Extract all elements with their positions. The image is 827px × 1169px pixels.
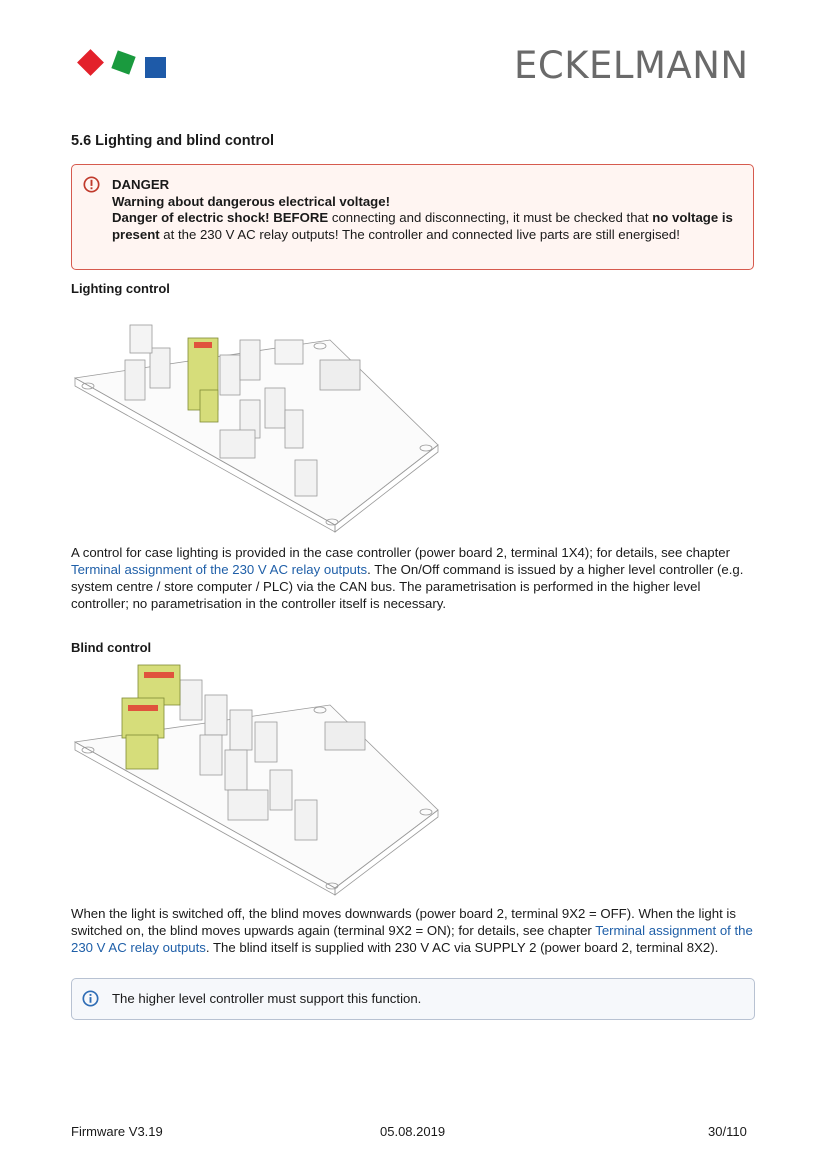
blind-heading: Blind control (71, 640, 152, 655)
lighting-heading: Lighting control (71, 281, 170, 296)
blind-description: When the light is switched off, the blind moves downwards (power board 2, terminal 9X2 = OFF). When the light is switched on, the blind moves upwards again (terminal 9X2 = ON); for details, see chapter Terminal assignment of the 230 V AC relay outputs. The blind itself is supplied with 230 V AC via SUPPLY 2 (power board 2, terminal 8X2). (71, 906, 753, 955)
info-box (71, 978, 755, 1020)
lighting-description: A control for case lighting is provided in the case controller (power board 2, terminal 1X4); for details, see chapter Terminal assignment of the 230 V AC relay outputs. The On/Off command is issued by a higher level controller (e.g. system centre / store computer / PLC) via the CAN bus. The parametrisation is performed in the higher level controller; no parametrisation in the controller itself is necessary. (71, 545, 744, 611)
danger-paragraph: Danger of electric shock! BEFORE connecting and disconnecting, it must be checked that no voltage is present at the 230 V AC relay outputs! The controller and connected live parts are still energised! (112, 210, 733, 242)
footer-firmware: Firmware V3.19 (71, 1124, 163, 1139)
footer-page-number: 30/110 (708, 1124, 747, 1139)
board-illustration-blind (70, 660, 450, 900)
danger-box (71, 164, 754, 270)
info-text: The higher level controller must support this function. (112, 991, 422, 1006)
danger-warning: Warning about dangerous electrical voltage! (112, 193, 390, 209)
board-illustration-lighting (70, 300, 450, 535)
blind-terminal-link[interactable]: Terminal assignment of the 230 V AC relay outputs (71, 923, 753, 955)
lighting-terminal-link[interactable]: Terminal assignment of the 230 V AC relay outputs (71, 562, 368, 577)
brand-name: ECKELMANN (514, 44, 749, 87)
footer-date: 05.08.2019 (380, 1124, 446, 1139)
info-icon (82, 990, 99, 1007)
warning-icon (83, 176, 100, 193)
danger-label: DANGER (112, 177, 170, 192)
company-logo-icon (72, 48, 168, 80)
section-title: 5.6 Lighting and blind control (71, 133, 274, 149)
